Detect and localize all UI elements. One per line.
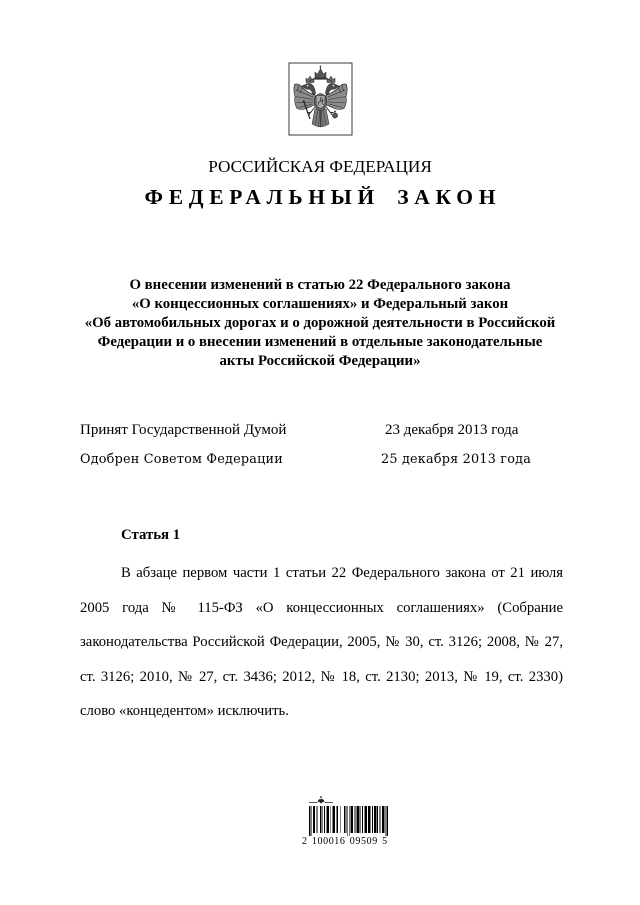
barcode-bar — [327, 806, 328, 833]
crown-icon — [315, 66, 327, 80]
barcode-bar — [337, 806, 338, 833]
barcode-bar — [351, 806, 352, 833]
barcode-bar — [314, 806, 315, 833]
barcode-bar — [321, 806, 322, 833]
barcode-bar — [352, 806, 353, 833]
barcode-bar — [376, 806, 377, 833]
barcode-bar — [377, 806, 378, 833]
barcode-bar — [384, 806, 385, 833]
law-title-line: «О концессионных соглашениях» и Федеральный закон — [131, 296, 509, 312]
barcode-bar — [360, 806, 361, 833]
breast-shield — [316, 96, 325, 109]
law-title-line: Федерации и о внесении изменений в отдельные законодательные — [97, 334, 543, 350]
barcode-bar — [369, 806, 370, 833]
orb-icon — [332, 110, 337, 118]
coat-of-arms-icon — [288, 62, 353, 136]
adopted-by-duma-label: Принят Государственной Думой — [80, 422, 287, 438]
barcode-bar — [366, 806, 367, 833]
barcode-bar — [375, 806, 376, 833]
article-line: 2005 года № 115-ФЗ «О концессионных соглашениях» (Собрание — [80, 599, 563, 616]
barcode-bar — [349, 806, 350, 836]
article-line: В абзаце первом части 1 статьи 22 Федерального закона от 21 июля — [121, 565, 563, 581]
barcode-bar — [351, 806, 352, 833]
article-heading: Статья 1 — [121, 527, 181, 543]
barcode-bar — [380, 806, 381, 833]
barcode-bar — [386, 806, 387, 836]
barcode-bar — [322, 806, 323, 833]
eagle-mark-icon — [308, 794, 334, 806]
barcode-bar — [374, 806, 375, 833]
barcode-bar — [333, 806, 334, 833]
barcode-bar — [311, 806, 312, 836]
country-name: РОССИЙСКАЯ ФЕДЕРАЦИЯ — [208, 157, 432, 176]
law-title — [0, 276, 640, 371]
article-body — [80, 556, 563, 729]
barcode-bar — [362, 806, 363, 833]
barcode-number: 2 100016 09509 5 — [302, 836, 388, 847]
barcode-bar — [334, 806, 335, 833]
barcode-bar — [328, 806, 329, 833]
barcode-bar — [326, 806, 327, 833]
barcode-bar — [358, 806, 359, 833]
barcode-bar — [365, 806, 366, 833]
article-line: ст. 3126; 2010, № 27, ст. 3436; 2012, № 18, ст. 2130; 2013, № 19, ст. 2330) — [80, 668, 563, 685]
barcode-bar — [355, 806, 356, 833]
barcode-bar — [332, 806, 333, 833]
barcode-bar — [336, 806, 337, 833]
barcode-bar — [324, 806, 325, 833]
article-line: слово «концедентом» исключить. — [80, 703, 289, 719]
barcode-bar — [372, 806, 373, 833]
law-title-line: «Об автомобильных дорогах и о дорожной деятельности в Российской — [84, 315, 556, 331]
barcode-bar — [316, 806, 317, 833]
barcode-bar — [366, 806, 367, 833]
barcode-bar — [346, 806, 347, 833]
barcode-bar — [382, 806, 383, 833]
law-title-line: акты Российской Федерации» — [219, 353, 421, 369]
adopted-by-duma-date: 23 декабря 2013 года — [385, 422, 519, 438]
barcode-bar — [347, 806, 348, 836]
barcode-bar — [356, 806, 357, 833]
barcode-bar — [313, 806, 314, 833]
barcode-bar — [330, 806, 331, 833]
barcode-bar — [340, 806, 341, 833]
barcode-bar — [357, 806, 358, 833]
barcode-bar — [387, 806, 388, 836]
law-type-heading: ФЕДЕРАЛЬНЫЙ ЗАКОН — [144, 185, 502, 209]
barcode-bar — [309, 806, 310, 836]
barcode-icon — [309, 806, 388, 836]
barcode-bar — [320, 806, 321, 833]
barcode-bar — [344, 806, 345, 833]
barcode-bar — [370, 806, 371, 833]
barcode-bar — [368, 806, 369, 833]
barcode-bar — [383, 806, 384, 833]
law-title-line: О внесении изменений в статью 22 Федерального закона — [129, 277, 511, 293]
article-line: законодательства Российской Федерации, 2005, № 30, ст. 3126; 2008, № 27, — [80, 634, 563, 650]
approved-by-council-label: Одобрен Советом Федерации — [80, 452, 283, 467]
approved-by-council-date: 25 декабря 2013 года — [381, 452, 532, 467]
